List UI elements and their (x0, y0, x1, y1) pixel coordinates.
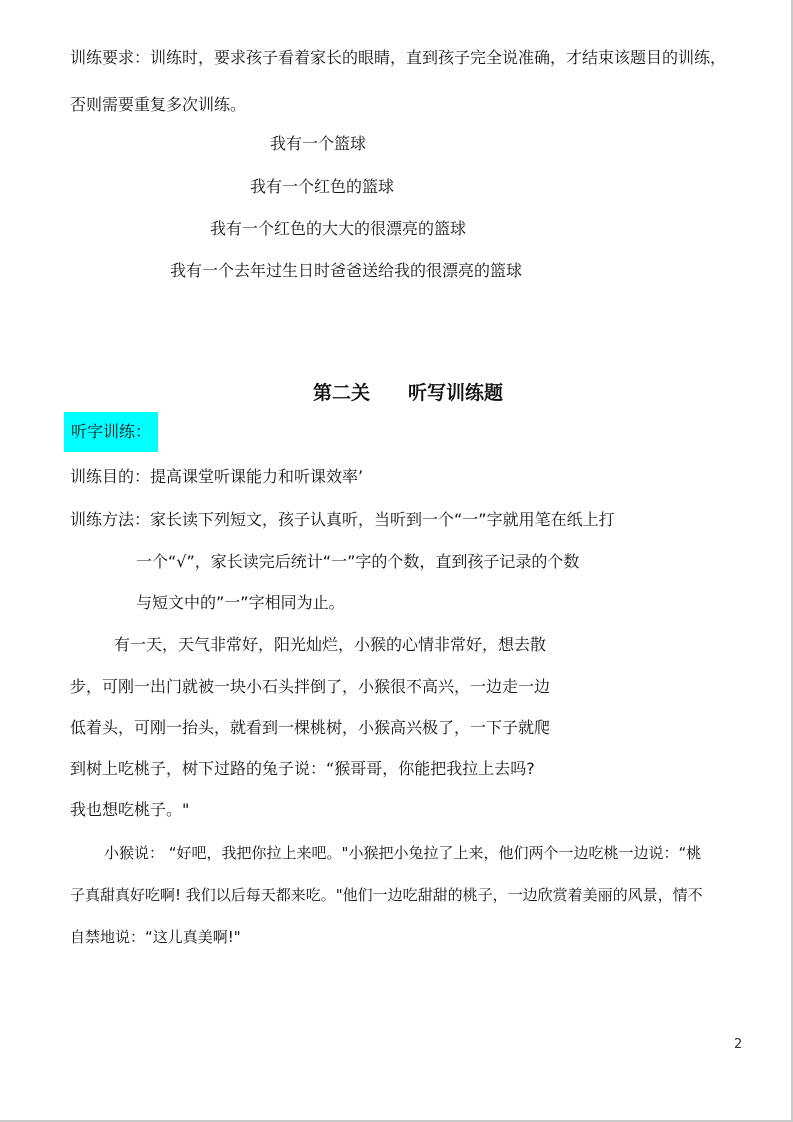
story-line-2: 步，可刚一出门就被一块小石头拌倒了，小猴很不高兴，一边走一边 (70, 677, 551, 696)
example-line-1: 我有一个篮球 (270, 134, 367, 153)
page-number: 2 (734, 1037, 743, 1052)
method-line-3: 与短文中的”一”字相同为止。 (136, 593, 345, 612)
example-line-3: 我有一个红色的大大的很漂亮的篮球 (210, 219, 467, 238)
purpose-line: 训练目的：提高课堂听课能力和听课效率’ (70, 467, 364, 486)
conclusion-line-3: 自禁地说：“这儿真美啊!" (70, 928, 241, 946)
conclusion-line-1: 小猴说： “好吧，我把你拉上来吧。"小猴把小兔拉了上来，他们两个一边吃桃一边说：“桃 (104, 844, 702, 862)
story-line-1: 有一天，天气非常好，阳光灿烂，小猴的心情非常好，想去散 (114, 635, 547, 654)
method-line-1: 训练方法：家长读下列短文，孩子认真听，当听到一个“一”字就用笔在纸上打 (70, 510, 615, 529)
story-line-4: 到树上吃桃子，树下过路的兔子说：“猴哥哥，你能把我拉上去吗? (70, 759, 535, 778)
story-line-5: 我也想吃桃子。" (70, 800, 190, 819)
story-line-3: 低着头，可刚一抬头，就看到一棵桃树，小猴高兴极了，一下子就爬 (70, 718, 551, 737)
intro-line-2: 否则需要重复多次训练。 (70, 95, 247, 114)
listen-training-label: 听字训练： (64, 412, 158, 452)
example-line-2: 我有一个红色的篮球 (250, 177, 395, 196)
example-line-4: 我有一个去年过生日时爸爸送给我的很漂亮的篮球 (170, 261, 523, 280)
method-line-2: 一个“√”，家长读完后统计“一”字的个数，直到孩子记录的个数 (136, 552, 580, 571)
section-heading: 第二关 听写训练题 (313, 382, 504, 404)
intro-line-1: 训练要求：训练时，要求孩子看着家长的眼睛，直到孩子完全说准确，才结束该题目的训练， (70, 48, 727, 67)
conclusion-line-2: 子真甜真好吃啊! 我们以后每天都来吃。"他们一边吃甜甜的桃子，一边欣赏着美丽的风景，情不 (70, 886, 703, 904)
